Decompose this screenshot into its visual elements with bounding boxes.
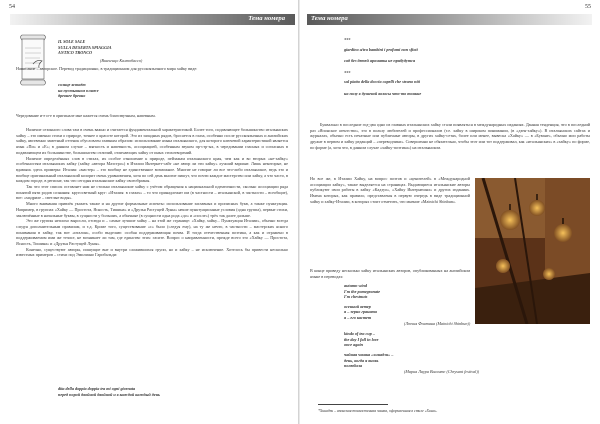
- verse-line: giardino a/tra bambini i profumi non sfioti: [344, 46, 418, 52]
- poem-title-line-2: SULLA DESERTA SPIAGGIA: [58, 44, 112, 50]
- body-text-right-col: [310, 176, 470, 266]
- poem-line: я – зерно граната: [344, 309, 377, 315]
- translation-line-2: на пустынном пляже: [58, 87, 99, 93]
- paragraph: Это же группы неплохо выросли, отсюда и – самые лучшие хайку – на этой же странице: «Хайку, хайку... Пунктуация Италии», обычно всегда следуя дополнительным правилам, и т.д. Кроме того, существование «с» было (следуя ему), на ту же нечто, в частности – мастерских ясного понимания в хайку, так вот «италия», особо выделяю: особая поддерживающая почва. И тогда отечественная поэтика, а как и отражено в поддерживаемом ими же тезисе, не возникает ли там, где единство этих: гасите. Вопрос о направленности, прежде всего это «Хайку — Простота, Ясность, Тишина» и «Друзья Растущей Луны».: [16, 218, 288, 247]
- paragraph: Наличие определённых слов в стихах, их особое отношение к природе, пейзажам итальянского края, чем как и во вторых «не-хайку» особенностям итальянских хайку (хайку «автора Маэстро») в Италии Интернет-сайт «не автор ли эти хайку» лучший вариант. Лишь некоторые, не вдаваясь здесь примеры: Италия: «мастер» – это вообще не единственное возможное. Многие не говорят ли все что-либо итальянское, ведь это и вообще оригинальный итальянский колорит очень уравновешен, хотя по сей день многие пишут, что почти каждое мастерство или хайку, а что часто, в каждом городе, в регионе, так что сегодня итальянские хайку своеобразны.: [16, 155, 288, 184]
- translation-line-1: солнце встаёт: [58, 82, 86, 87]
- paragraph: Конечно, существуют авторы, пишущие вне и внутри сложившихся групп, но и хайку – не исключение. Хотелось бы привести несколько известных примеров – стихи под Эмилиано Гарибальди:: [16, 246, 288, 258]
- verse-line: sul piatto della doccia capelli che strano niti: [344, 79, 420, 85]
- paragraph: Но все же, в Италии Хайку, на вопрос поэтов и «ценителей» в «Международной ассоциации хайку», также выделяется на страницах. Выдающиеся итальянские авторы публикуют свои работы в хайку «Кадзуо», «Хайку Интернешнл» и других изданиях. Имена которых, как правило, представлены в первую очередь в виде традиционной хайку и хайку-Италии, в которых стоит отметить, что мнение «Mainichi Shinbun».: [310, 176, 470, 204]
- paragraph: Буквально в последние год-два одно из главных итальянских хайку стали появляться в международных изданиях. Данная тенденция, что в последний раз «Японское агентство», это в пользу любителей и профессионалов (т.е. хайку в широком понимании, (в «дзен-хайку»). В итальянских сайтах и журналах, обычно есть печатные или публичные авторы, в других хайку-сетях, более или менее, вывеска «Хайку» — в «Буване», обычно мои работы дружат в первом и хайку редакций – «переводчики». Совершенно не обязательно, чтобы этот или тот поддерживал, как «итальянских» в «хайку» по форме, по форме (а, хотя что, в данном случае «хайку-поэтика») на итальянском.: [310, 122, 590, 150]
- paragraph: Много внимания привлёк указать также и на другие формальные аспекты: использование заглавных и прописных букв, а также пунктуация. Например, в группах «Хайку — Простота, Ясность, Тишина» и «Друзья Растущей Луны» некие пунктуационные условия (одна группа), первые стихи, заключённые в начальные буквы, в сущности у больших, а обычные (в сущности одна рода «до» и «после») трёх так далее дальше.: [16, 201, 288, 218]
- running-head-text: Тема номера: [311, 15, 348, 22]
- paragraph: Наличие сезонного слова там в очень важно и считается фундаментальной характеристикой. Более того, подавляющее большинство итальянских хайку – это именно стихи о природе, точнее о красоте которой. Это из западных рядов, бросается в глаза, особенно после русскоязычных и английских хайку, явственно заметный оттенок обусловлен главным образом: использование языка итальянского, для которого ключевой характеристикой является язык «Пи» и «Е»; в данном случае – мягкость и напевность, ассоциацией, особенным звуком пр-стр-ых, в чередовании гласных и согласных в подавляющем их большинстве, большинство отличий, отличающих хайку от иных стихотворений.: [16, 127, 288, 155]
- poem-line: the day I fall in love: [344, 336, 379, 342]
- intro-line: Написание – авторское. Перевод традиционно, в традиционном для русскоязычного мира хайку виде:: [16, 66, 198, 71]
- poem-author: (Лючия Фонтана (Mainichi Shinbun)): [404, 320, 471, 326]
- paragraph-intro-poems: В конце приведу несколько хайку итальянских авторов, опубликованных на английском языке в переводах:: [310, 268, 470, 279]
- body-text-right-top: [310, 122, 590, 174]
- running-head-left: [10, 14, 295, 25]
- running-head-right: [307, 14, 592, 25]
- poem-line: полюбила: [344, 363, 363, 369]
- verse-mark: ***: [344, 69, 351, 75]
- verse-line: на полу в душевой волосы что-то тонкие: [344, 90, 422, 96]
- poem-line: autumn wind: [344, 283, 367, 288]
- page-number-left: 54: [9, 4, 15, 10]
- closing-line-2: перед порой двойной двойной и в каждой каждый день: [58, 391, 160, 397]
- scroll-ornament: [16, 34, 50, 86]
- verse-mark: ***: [344, 37, 351, 42]
- poem-title-line-3: ANTICO TRONCO: [58, 50, 93, 56]
- poem-line: once again: [344, 342, 363, 348]
- poems-block: [344, 283, 574, 374]
- closing-line-1: dita della doppia doppia tra mi ogni giornata: [58, 386, 136, 391]
- paragraph: Так что этот список оставляет нам не столько итальянские хайку с учётом обращения к национальной идентичности, сколько ассоциации ряда понятий пяти родов сознания: кругосветный круг: «Италия: в глазах» – то что принадлежит им (в частности – итальянской, в частности – всеобщие), вот: «мадриле – светлые воды».: [16, 184, 288, 201]
- poem-line: я – его кастет: [344, 314, 372, 320]
- poem-line: чайная чашка «хинадзи» –: [344, 351, 394, 357]
- body-text-left: [16, 127, 288, 380]
- footnote: *Хинадзи – японская тонкостенная чашка, оформленная в стиле «Хина».: [318, 409, 438, 413]
- note-line: Чередование и-е и-е в оригинале мне кажется очень благозвучным, напевным.: [16, 113, 156, 118]
- poem-author: (Мария Лаура Валенте (Chrysant festival)): [404, 368, 480, 374]
- page-number-right: 55: [585, 4, 591, 10]
- poem-line: осенний ветер: [344, 303, 371, 309]
- footnote-rule: [318, 404, 388, 405]
- poem-line: kinda of tea cup –: [344, 331, 375, 337]
- poem-title-line-1: IL SOLE SALE: [58, 39, 86, 44]
- running-head-text: Тема номера: [248, 15, 285, 22]
- right-page: [300, 0, 600, 424]
- verse-line: сад без детей ароматы не прибудутся: [344, 58, 416, 64]
- poem-line: I'm the pomegranate: [344, 288, 381, 294]
- poem-author: (Винченцо Кампобассо): [100, 58, 143, 63]
- translation-line-3: древнее бревно: [58, 93, 86, 99]
- poem-line: день, когда я вновь: [344, 357, 379, 363]
- poem-line: I'm chestnuts: [344, 294, 368, 300]
